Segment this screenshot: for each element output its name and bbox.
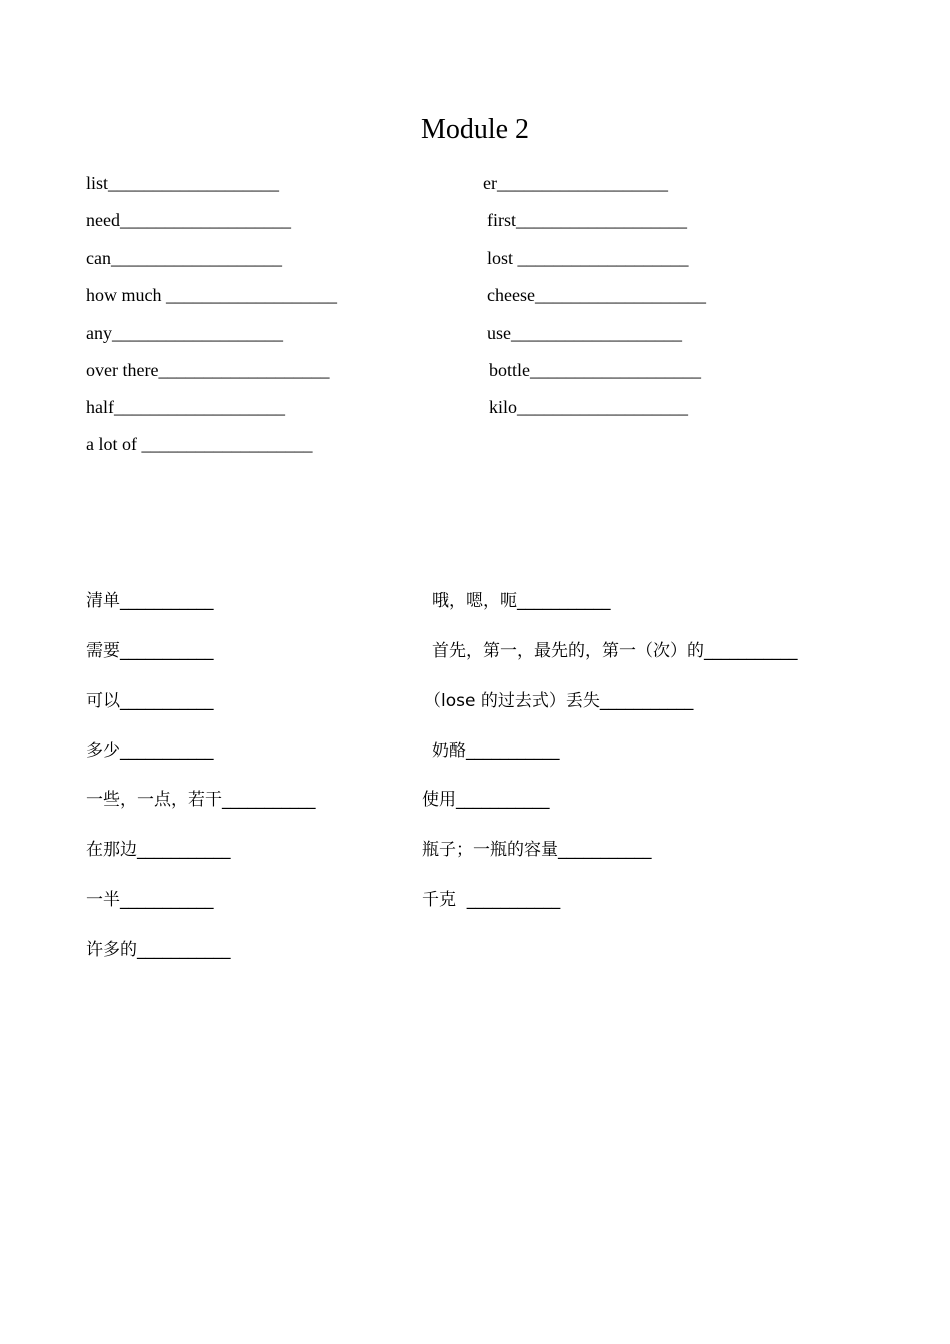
english-word-over-there: [86, 358, 329, 382]
chinese-word-any: [86, 788, 316, 812]
chinese-word-text: （lose 的过去式）丢失___________: [424, 691, 694, 711]
chinese-word-text: 许多的___________: [86, 940, 231, 960]
chinese-word-over-there: [86, 838, 231, 862]
english-word-text: cheese___________________: [487, 285, 706, 305]
chinese-word-a-lot-of: [86, 938, 231, 962]
chinese-word-er: [432, 589, 611, 613]
chinese-word-need: [86, 639, 214, 663]
chinese-word-text: 需要___________: [86, 641, 214, 661]
chinese-word-text: 瓶子；一瓶的容量___________: [422, 840, 652, 860]
chinese-word-text: 奶酪___________: [432, 741, 560, 761]
english-word-text: er___________________: [483, 173, 668, 193]
english-word-list: [86, 171, 279, 195]
english-word-text: need___________________: [86, 210, 291, 230]
english-word-first: [487, 208, 687, 232]
chinese-word-text: 多少___________: [86, 741, 214, 761]
english-word-a-lot-of: [86, 432, 313, 456]
english-word-use: [487, 321, 682, 345]
chinese-word-list: [86, 589, 214, 613]
english-word-text: any___________________: [86, 323, 283, 343]
chinese-word-use: [422, 788, 550, 812]
chinese-word-how-much: [86, 739, 214, 763]
english-word-text: kilo___________________: [489, 397, 689, 417]
english-word-half: [86, 395, 285, 419]
page-title: Module 2: [420, 114, 530, 145]
english-word-text: first___________________: [487, 210, 687, 230]
chinese-word-bottle: [422, 838, 652, 862]
chinese-word-kilo: [422, 888, 560, 912]
english-word-text: can___________________: [86, 248, 282, 268]
chinese-word-cheese: [432, 739, 560, 763]
chinese-word-lost: [424, 689, 693, 713]
english-word-kilo: [489, 395, 688, 419]
chinese-word-text: 一半___________: [86, 890, 214, 910]
english-word-text: half___________________: [86, 397, 285, 417]
chinese-word-text: 可以___________: [86, 691, 214, 711]
english-word-how-much: [86, 283, 337, 307]
english-word-text: a lot of ___________________: [86, 434, 313, 454]
english-word-bottle: [489, 358, 701, 382]
english-word-lost: [487, 246, 689, 270]
english-word-er: [483, 171, 668, 195]
english-word-text: list___________________: [86, 173, 280, 193]
chinese-word-text: 使用___________: [422, 790, 550, 810]
chinese-word-text: 清单___________: [86, 591, 214, 611]
english-word-need: [86, 208, 291, 232]
chinese-word-can: [86, 689, 214, 713]
chinese-word-text: 一些，一点，若干___________: [86, 790, 316, 810]
chinese-word-first: [432, 639, 798, 663]
english-word-text: lost ___________________: [487, 248, 689, 268]
english-word-any: [86, 321, 283, 345]
chinese-word-text: 哦，嗯，呃___________: [432, 591, 611, 611]
english-word-can: [86, 246, 282, 270]
chinese-word-text: 千克 ___________: [422, 890, 561, 910]
english-word-text: bottle___________________: [489, 360, 701, 380]
english-word-text: use___________________: [487, 323, 682, 343]
chinese-word-half: [86, 888, 214, 912]
chinese-word-text: 首先，第一，最先的，第一（次）的___________: [432, 641, 798, 661]
english-word-text: how much ___________________: [86, 285, 337, 305]
chinese-word-text: 在那边___________: [86, 840, 231, 860]
english-word-cheese: [487, 283, 706, 307]
english-word-text: over there___________________: [86, 360, 330, 380]
